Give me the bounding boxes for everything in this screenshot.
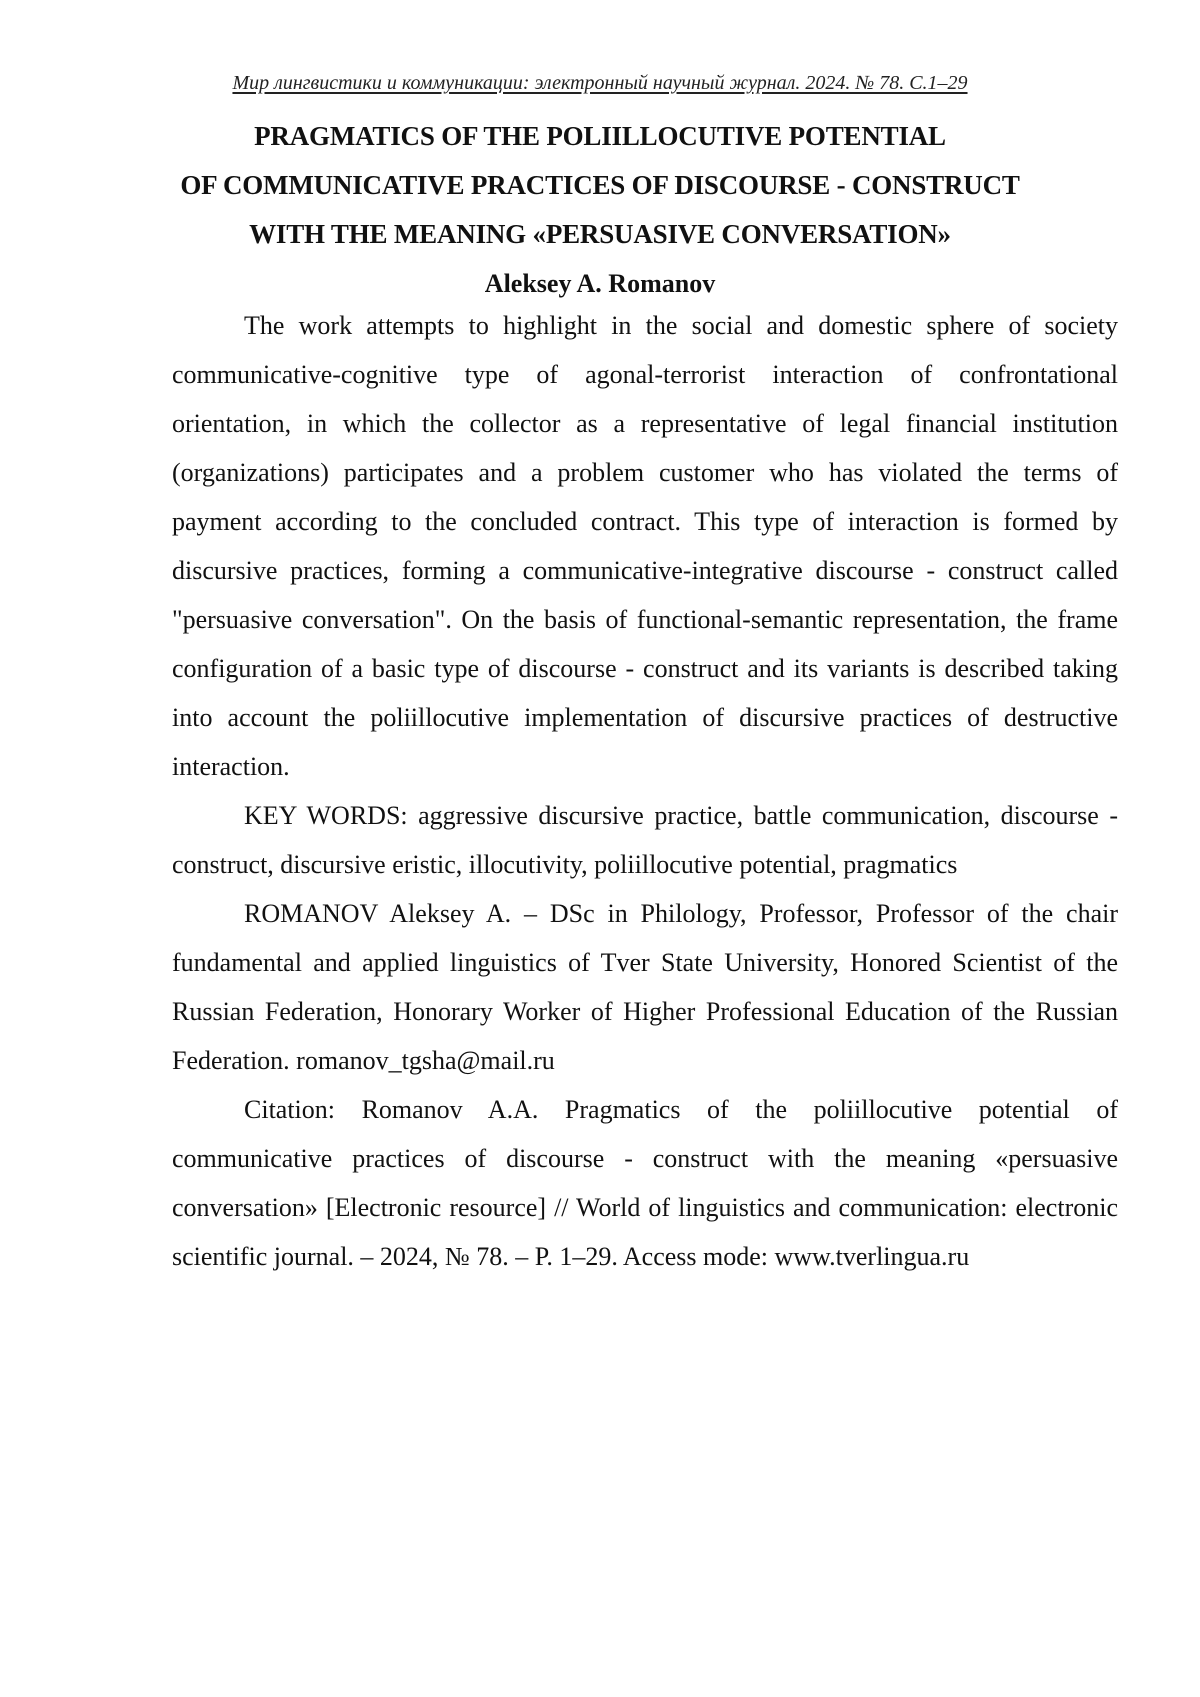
title-block bbox=[140, 112, 1060, 308]
journal-running-header: Мир лингвистики и коммуникации: электронный научный журнал. 2024. № 78. С.1–29 bbox=[232, 72, 968, 94]
article-title-line-2: OF COMMUNICATIVE PRACTICES OF DISCOURSE - CONSTRUCT bbox=[180, 170, 1020, 200]
article-title-line-3: WITH THE MEANING «PERSUASIVE CONVERSATION» bbox=[249, 219, 951, 249]
author-name: Aleksey A. Romanov bbox=[484, 269, 716, 298]
article-title-line-1: PRAGMATICS OF THE POLIILLOCUTIVE POTENTIAL bbox=[254, 121, 946, 151]
keywords-paragraph: KEY WORDS: aggressive discursive practice, battle communication, discourse - construct, discursive eristic, illocutivity, poliillocutive potential, pragmatics bbox=[172, 801, 1118, 879]
citation-paragraph: Citation: Romanov A.A. Pragmatics of the poliillocutive potential of communicative practices of discourse - construct with the meaning «persuasive conversation» [Electronic resource] // World of linguistics and communication: electronic scientific journal. – 2024, № 78. – P. 1–29. Access mode: www.tverlingua.ru bbox=[172, 1095, 1118, 1271]
author-info-paragraph: ROMANOV Aleksey A. – DSc in Philology, Professor, Professor of the chair fundamental and applied linguistics of Tver State University, Honored Scientist of the Russian Federation, Honorary Worker of Higher Professional Education of the Russian Federation. romanov_tgsha@mail.ru bbox=[172, 899, 1118, 1075]
article-body bbox=[172, 301, 1118, 1281]
abstract-paragraph: The work attempts to highlight in the social and domestic sphere of society communicative-cognitive type of agonal-terrorist interaction of confrontational orientation, in which the collector as a representative of legal financial institution (organizations) participates and a problem customer who has violated the terms of payment according to the concluded contract. This type of interaction is formed by discursive practices, forming a communicative-integrative discourse - construct called "persuasive conversation". On the basis of functional-semantic representation, the frame configuration of a basic type of discourse - construct and its variants is described taking into account the poliillocutive implementation of discursive practices of destructive interaction. bbox=[172, 311, 1118, 781]
